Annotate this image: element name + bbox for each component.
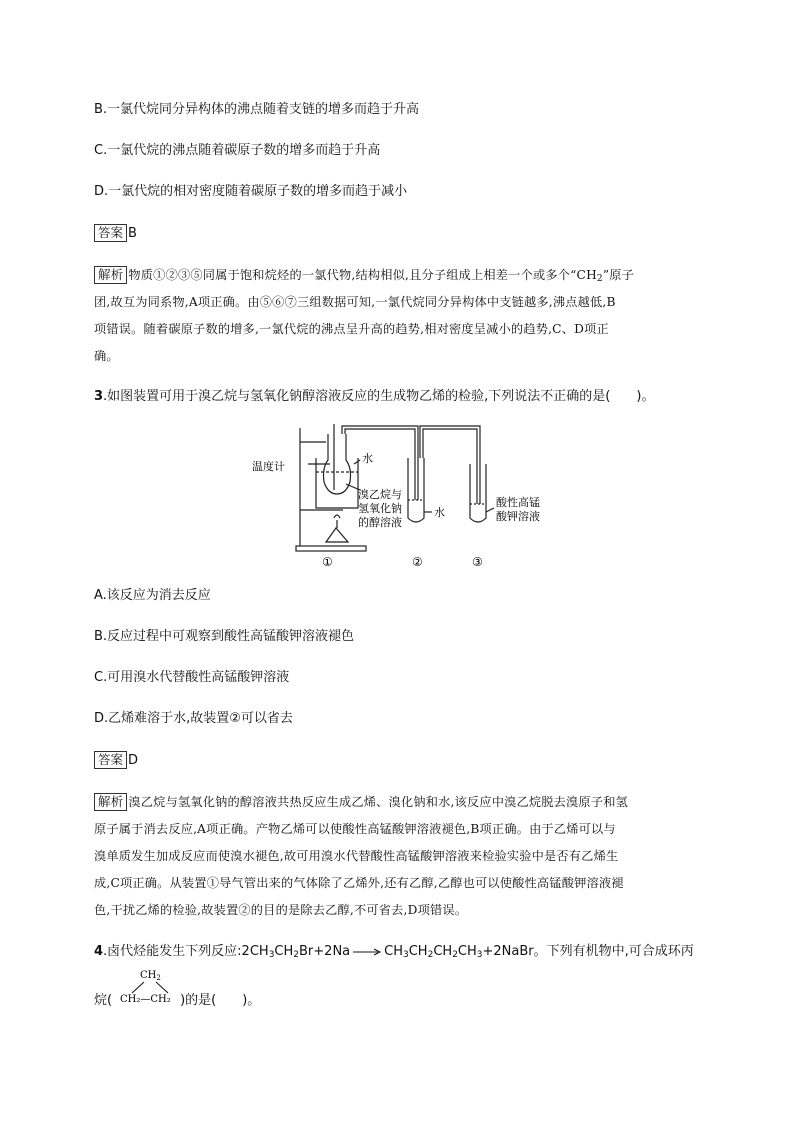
label-kmno4-line2: 酸钾溶液	[496, 510, 540, 523]
expl-line: 确。	[94, 349, 119, 363]
explanation-tag: 解析	[94, 793, 127, 811]
q3-option-d: D.乙烯难溶于水,故装置②可以省去	[94, 711, 293, 726]
question-number: 4	[94, 944, 104, 959]
beaker	[316, 458, 358, 508]
stem-text: CH	[457, 944, 477, 959]
label-apparatus-1: ①	[322, 555, 333, 569]
q3-answer	[94, 751, 138, 770]
stem-text: CH	[274, 944, 294, 959]
label-kmno4-line1: 酸性高锰	[496, 496, 540, 509]
expl-line: 成,C项正确。从装置①导气管出来的气体除了乙烯外,还有乙醇,乙醇也可以使酸性高锰酸钾溶液褪	[94, 876, 624, 890]
label-apparatus-3: ③	[472, 555, 483, 569]
label-reagent-line1: 溴乙烷与	[358, 488, 402, 501]
label-reagent-line3: 的醇溶液	[358, 516, 402, 529]
stem-text: Br+2Na	[299, 944, 351, 959]
flame	[334, 515, 340, 518]
reaction-arrow-icon	[352, 947, 382, 957]
ring-bottom-label: CH₂—CH₂	[120, 994, 171, 1005]
q4-stem	[94, 943, 694, 961]
stem-text: CH	[408, 944, 428, 959]
test-tube-2	[408, 458, 424, 522]
stand-base	[296, 546, 366, 551]
expl-line	[94, 262, 702, 289]
subscript: 2	[293, 950, 300, 960]
q3-stem	[94, 388, 654, 406]
alcohol-lamp	[326, 528, 348, 542]
expl-text: ”原子	[602, 268, 635, 282]
q2-option-c: C.一氯代烷的沸点随着碳原子数的增多而趋于升高	[94, 143, 381, 158]
label-reagent-line2: 氢氧化钠	[358, 502, 402, 515]
subscript: 3	[268, 950, 275, 960]
subscript: 2	[427, 950, 434, 960]
subscript: 2	[596, 274, 603, 284]
apparatus-figure	[248, 420, 558, 574]
answer-tag: 答案	[94, 751, 127, 769]
q2-explanation	[94, 262, 702, 370]
stem-text: CH	[384, 944, 403, 959]
question-number: 3	[94, 389, 104, 404]
subscript: 3	[476, 950, 483, 960]
stem-text: )的是( )。	[180, 993, 261, 1008]
expl-text: 溴乙烷与氢氧化钠的醇溶液共热反应生成乙烯、溴化钠和水,该反应中溴乙烷脱去溴原子和氢	[128, 795, 628, 809]
expl-line: 原子属于消去反应,A项正确。产物乙烯可以使酸性高锰酸钾溶液褪色,B项正确。由于乙烯可以与	[94, 822, 616, 836]
ring-top-label: $CH_2$	[140, 970, 161, 982]
question-text: .如图装置可用于溴乙烷与氢氧化钠醇溶液反应的生成物乙烯的检验,下列说法不正确的是( )。	[103, 389, 655, 404]
expl-line: 项错误。随着碳原子数的增多,一氯代烷的沸点呈升高的趋势,相对密度呈减小的趋势,C、D项正	[94, 322, 609, 336]
subscript: 2	[452, 950, 458, 960]
q3-explanation	[94, 789, 702, 924]
stem-text: 烷(	[94, 993, 113, 1008]
subscript: 3	[403, 950, 409, 960]
expl-line	[94, 789, 702, 816]
stem-text: +2NaBr。下列有机物中,可合成环丙	[482, 944, 694, 959]
q3-option-b: B.反应过程中可观察到酸性高锰酸钾溶液褪色	[94, 629, 355, 644]
answer-value: D	[128, 753, 139, 768]
delivery-tube-2	[420, 426, 480, 504]
label-water-bath: 水	[362, 452, 373, 465]
stem-text: CH	[433, 944, 453, 959]
expl-text: 物质①②③⑤同属于饱和烷烃的一氯代物,结构相似,且分子组成上相差一个或多个“CH	[128, 268, 597, 282]
answer-value: B	[128, 226, 137, 241]
q3-option-a: A.该反应为消去反应	[94, 588, 211, 603]
q3-option-c: C.可用溴水代替酸性高锰酸钾溶液	[94, 670, 290, 685]
q2-option-b: B.一氯代烷同分异构体的沸点随着支链的增多而趋于升高	[94, 102, 420, 117]
stem-text: .卤代烃能发生下列反应:2CH	[103, 944, 269, 959]
expl-line: 溴单质发生加成反应而使溴水褪色,故可用溴水代替酸性高锰酸钾溶液来检验实验中是否有乙烯生	[94, 849, 619, 863]
label-thermometer: 温度计	[252, 460, 285, 473]
label-apparatus-2: ②	[412, 555, 423, 569]
expl-line: 色,干扰乙烯的检验,故装置②的目的是除去乙醇,不可省去,D项错误。	[94, 903, 468, 917]
expl-line: 团,故互为同系物,A项正确。由⑤⑥⑦三组数据可知,一氯代烷同分异构体中支链越多,沸点越低,B	[94, 295, 616, 309]
explanation-tag: 解析	[94, 266, 127, 284]
apparatus-diagram	[248, 420, 558, 570]
answer-tag: 答案	[94, 224, 127, 242]
label-water-tube2: 水	[434, 506, 445, 519]
q2-answer	[94, 224, 137, 243]
cyclopropane-structure	[116, 966, 186, 1006]
test-tube-3	[470, 464, 486, 522]
q2-option-d: D.一氯代烷的相对密度随着碳原子数的增多而趋于减小	[94, 184, 408, 199]
cyclopropane-diagram	[116, 966, 186, 1006]
